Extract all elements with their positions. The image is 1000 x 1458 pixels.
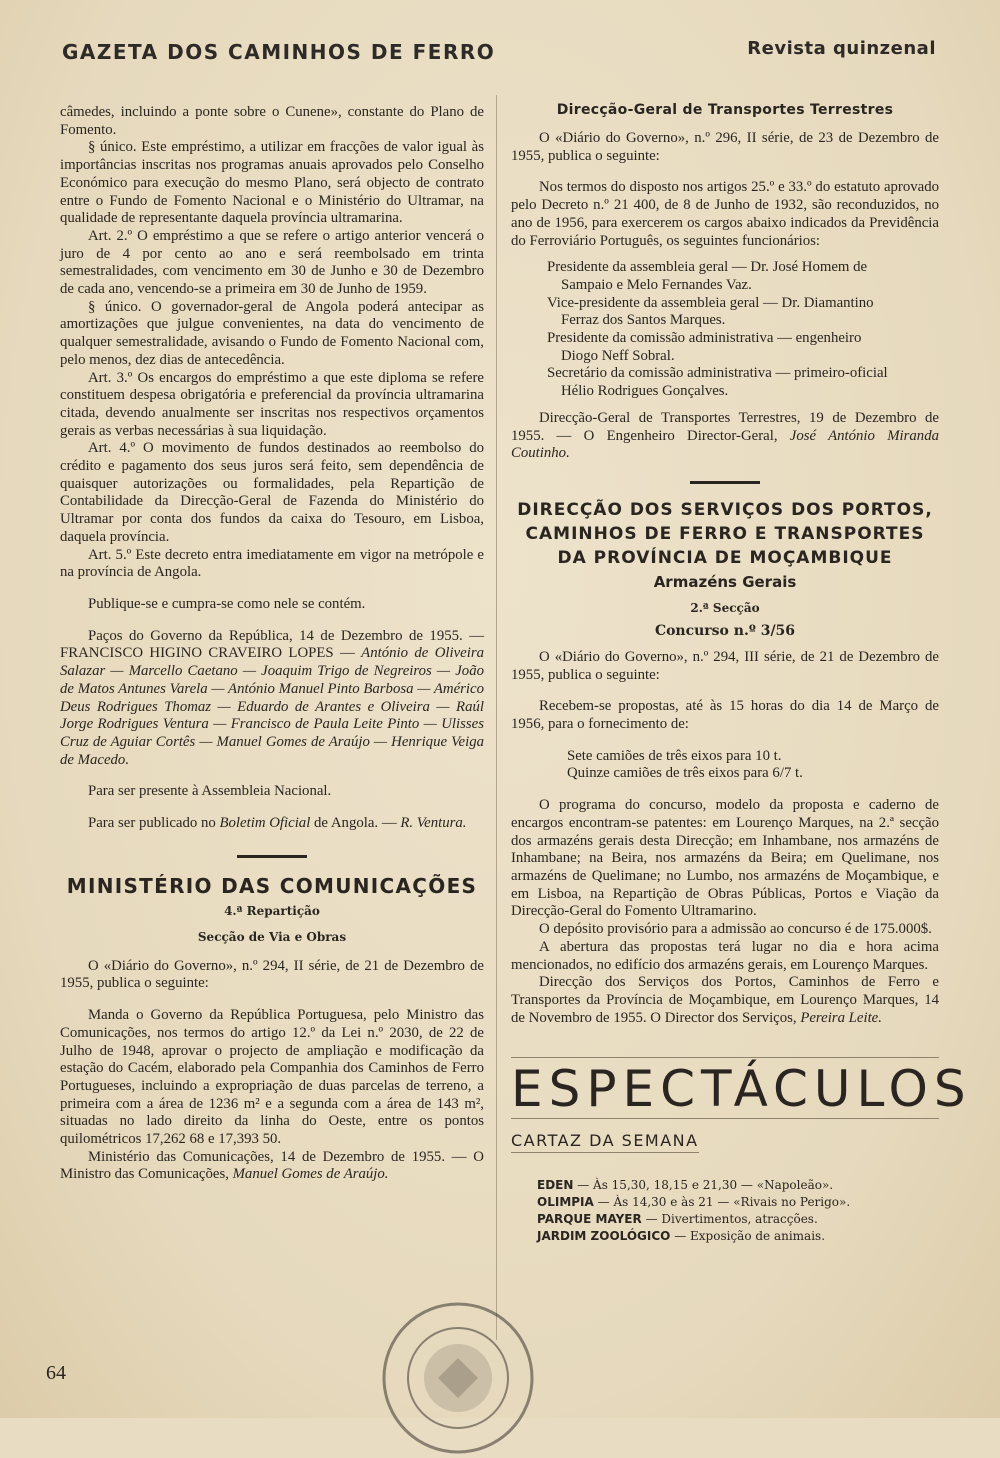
paragraph: [511, 974, 939, 1027]
paragraph: [511, 410, 939, 463]
item-line: Sete camiões de três eixos para 10 t.: [567, 747, 782, 764]
mozambique-heading-line1: DIRECÇÃO DOS SERVIÇOS DOS PORTOS,: [517, 499, 933, 520]
section-heading: Secção de Via e Obras: [197, 929, 347, 944]
paragraph: Para ser presente à Assembleia Nacional.: [88, 783, 332, 800]
ministers-list: António de Oliveira Salazar — Marcello Caetano — Joaquim Trigo de Negreiros — João de Matos Antunes Varela — António Manuel Pinto Barbosa — Américo Deus Rodrigues Thomaz — Eduardo de Arantes e Oliveira — Raúl Jorge Rodrigues Ventura — Francisco de Paula Leite Pinto — Ulisses Cruz de Aguiar Cortês — Manuel Gomes de Araújo — Henrique Veiga de Macedo.: [60, 645, 485, 768]
masthead-subtitle: Revista quinzenal: [747, 38, 936, 59]
paragraph: Publique-se e cumpra-se como nele se contém.: [88, 595, 366, 612]
paragraph: § único. O governador-geral de Angola poderá antecipar as amortizações que julgue convenientes, na data do vencimento de qualquer semestralidade, avisando o Fundo de Fomento Nacional com, pelo menos, dez dias de antecedência.: [60, 298, 484, 368]
item-line: Quinze camiões de três eixos para 6/7 t.: [567, 765, 803, 782]
paragraph: Art. 2.º O empréstimo a que se refere o artigo anterior vencerá o juro de 4 por cento ao ano e será reembolsado em trinta semestralidades, com vencimento em 30 de Junho e 30 de Dezembro de cada ano, vencendo-se a primeira em 30 de Junho de 1959.: [60, 227, 484, 298]
venue-name: JARDIM ZOOLÓGICO: [537, 1229, 671, 1244]
right-column: [511, 102, 972, 1245]
column-divider: [496, 95, 497, 1340]
paragraph: O «Diário do Governo», n.º 294, III série, de 21 de Dezembro de 1955, publica o seguinte:: [511, 648, 939, 683]
paragraph: [60, 1149, 484, 1184]
staff-role: Vice-presidente da assembleia geral — Dr. Diamantino: [547, 294, 874, 311]
text-fragment: Direcção dos Serviços dos Portos, Caminhos de Ferro e Transportes da Província de Moçambique, em Lourenço Marques, 14 de Novembro de 1955. O Director dos Serviços,: [511, 974, 939, 1026]
section-rule: [690, 481, 760, 484]
staff-list-item: [511, 365, 939, 400]
staff-name: Sampaio e Melo Fernandes Vaz.: [561, 276, 752, 293]
text-fragment: Para ser publicado no: [88, 815, 220, 832]
show-listing: [511, 1177, 939, 1194]
ministry-heading: MINISTÉRIO DAS COMUNICAÇÕES: [66, 873, 478, 898]
staff-role: Secretário da comissão administrativa — primeiro-oficial: [547, 365, 888, 382]
section-heading: 2.ª Secção: [690, 600, 760, 615]
show-listing: [511, 1211, 939, 1228]
section-rule: [237, 855, 307, 858]
library-stamp: [378, 1298, 538, 1458]
text-fragment: de Angola. —: [310, 815, 401, 832]
text-fragment: Ministério das Comunicações, 14 de Dezembro de 1955. — O Ministro das Comunicações,: [60, 1148, 484, 1183]
venue-name: EDEN: [537, 1178, 574, 1193]
page-number: 64: [46, 1362, 66, 1384]
paragraph: Art. 5.º Este decreto entra imediatamente em vigor na metrópole e na província de Angola.: [60, 546, 484, 581]
staff-name: Diogo Neff Sobral.: [561, 347, 675, 364]
signatory: R. Ventura.: [400, 815, 467, 832]
staff-name: Ferraz dos Santos Marques.: [561, 312, 726, 329]
paragraph: Nos termos do disposto nos artigos 25.º e 33.º do estatuto aprovado pelo Decreto n.º 21 400, de 8 de Junho de 1932, são reconduzidos, no ano de 1956, para exercerem os cargos abaixo indicados da Previdência do Ferroviário Português, os seguintes funcionários:: [511, 179, 939, 249]
staff-list-item: [511, 295, 939, 330]
show-info: — Às 15,30, 18,15 e 21,30 — «Napoleão».: [573, 1178, 834, 1193]
left-column: [60, 104, 484, 1184]
publication-name: Boletim Oficial: [219, 815, 311, 832]
shows-list: [511, 1177, 939, 1245]
weekly-listings-heading: CARTAZ DA SEMANA: [511, 1131, 699, 1153]
signatory: Manuel Gomes de Araújo.: [232, 1166, 389, 1183]
tender-heading: Concurso n.º 3/56: [654, 622, 796, 639]
staff-list: [511, 259, 939, 401]
signatory: Pereira Leite.: [800, 1009, 882, 1026]
paragraph: O «Diário do Governo», n.º 294, II série, de 21 de Dezembro de 1955, publica o seguinte:: [60, 957, 484, 992]
paragraph: Art. 4.º O movimento de fundos destinados ao reembolso do crédito e pagamento dos seus juros será feito, sem dependência de quaisquer autorizações ou formalidades, pela Repartição de Contabilidade da Direcção-Geral de Fazenda do Ministério do Ultramar por conta dos fundos da caixa do Tesouro, em Lisboa, daquela província.: [60, 440, 484, 545]
repartition-heading: 4.ª Repartição: [224, 903, 320, 918]
signatory: José António Miranda Coutinho.: [511, 427, 939, 462]
show-info: — Às 14,30 e às 21 — «Rivais no Perigo».: [593, 1195, 851, 1210]
staff-role: Presidente da assembleia geral — Dr. José Homem de: [547, 259, 868, 276]
paragraph: § único. Este empréstimo, a utilizar em fracções de valor igual às importâncias inscritas nos programas anuais aprovados pelo Conselho Económico para execução do mesmo Plano, será objecto de contrato entre o Fundo de Fomento Nacional e o Ministério do Ultramar, na qualidade de representante daquela província ultramarina.: [60, 139, 484, 227]
paragraph: O programa do concurso, modelo da proposta e caderno de encargos encontram-se patentes: em Lourenço Marques, na 2.ª secção dos armazéns gerais desta Direcção; em Inhambane, nos armazéns de Inhambane; na Beira, nos armazéns da Beira; em Quelimane, nos armazéns de Quelimane; no Lumbo, nos armazéns de Moçambique, e em Lisboa, na Repartição de Obras Públicas, Portos e Viação da Direcção-Geral do Fomento Ultramarino.: [511, 797, 939, 920]
paragraph: câmedes, incluindo a ponte sobre o Cunene», constante do Plano de Fomento.: [60, 104, 484, 138]
mozambique-heading-line2: CAMINHOS DE FERRO E TRANSPORTES: [525, 523, 925, 544]
paragraph: O «Diário do Governo», n.º 296, II série, de 23 de Dezembro de 1955, publica o seguinte:: [511, 130, 939, 164]
show-listing: [511, 1194, 939, 1211]
mozambique-heading-line3: DA PROVÍNCIA DE MOÇAMBIQUE: [557, 547, 893, 568]
show-info: — Exposição de animais.: [670, 1229, 826, 1244]
paragraph: [60, 815, 484, 833]
warehouses-heading: Armazéns Gerais: [653, 572, 797, 591]
venue-name: OLIMPIA: [537, 1195, 594, 1210]
paragraph: O depósito provisório para a admissão ao concurso é de 175.000$.: [539, 921, 932, 938]
paragraph: Manda o Governo da República Portuguesa, pelo Ministro das Comunicações, nos termos do artigo 12.º da Lei n.º 2030, de 22 de Julho de 1948, aprovar o projecto de ampliação e modificação da estação do Cacém, elaborado pela Companhia dos Caminhos de Ferro Portugueses, incluindo a expropriação de duas parcelas de terreno, a primeira com a área de 1236 m² e a segunda com a área de 143 m², situadas no lado direito da linha do Oeste, entre os pontos quilométricos 17,262 68 e 17,393 50.: [60, 1007, 484, 1148]
signature-paragraph: [60, 628, 484, 770]
decree-date: Paços do Governo da República, 14 de Dezembro de 1955. — FRANCISCO HIGINO CRAVEIRO LOPES —: [60, 627, 484, 662]
staff-name: Hélio Rodrigues Gonçalves.: [561, 383, 729, 400]
paragraph: Recebem-se propostas, até às 15 horas do dia 14 de Março de 1956, para o fornecimento de:: [511, 698, 939, 733]
show-listing: [511, 1228, 939, 1245]
show-info: — Divertimentos, atracções.: [641, 1212, 818, 1227]
dg-heading: Direcção-Geral de Transportes Terrestres: [556, 102, 894, 118]
staff-role: Presidente da comissão administrativa — engenheiro: [547, 330, 862, 347]
text-fragment: Direcção-Geral de Transportes Terrestres, 19 de Dezembro de 1955. — O Engenheiro Director-Geral,: [511, 409, 939, 444]
staff-list-item: [511, 330, 939, 365]
venue-name: PARQUE MAYER: [537, 1212, 642, 1227]
paragraph: Art. 3.º Os encargos do empréstimo a que este diploma se refere constituem despesa obrigatória e preferencial da província ultramarina citada, devendo anualmente ser inscritas nos respectivos orçamentos gerais as verbas necessárias à sua liquidação.: [60, 369, 484, 439]
masthead-title: GAZETA DOS CAMINHOS DE FERRO: [62, 40, 496, 64]
staff-list-item: [511, 259, 939, 294]
paragraph: A abertura das propostas terá lugar no dia e hora acima mencionados, no edifício dos armazéns gerais, em Lourenço Marques.: [511, 938, 939, 973]
shows-banner: ESPECTÁCULOS: [511, 1057, 939, 1119]
